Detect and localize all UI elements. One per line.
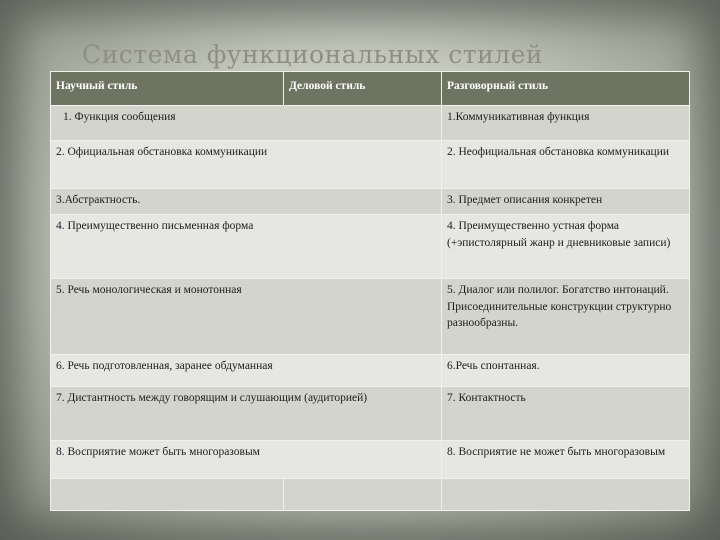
row-7-right-cell: 7. Контактность [442,387,690,441]
styles-table [50,71,690,511]
row-6-left-cell: 6. Речь подготовленная, заранее обдуманная [51,355,442,387]
row-3-left-cell: 3.Абстрактность. [51,189,442,215]
empty-cell [51,479,284,511]
table-row [51,106,690,141]
row-3-right-cell: 3. Предмет описания конкретен [442,189,690,215]
row-2-right-cell: 2. Неофициальная обстановка коммуникации [442,141,690,189]
empty-cell [284,479,442,511]
row-7-left-cell: 7. Дистантность между говорящим и слушающим (аудиторией) [51,387,442,441]
table-row [51,279,690,355]
row-6-right-cell: 6.Речь спонтанная. [442,355,690,387]
table-row [51,355,690,387]
row-1-right-cell: 1.Коммуникативная функция [442,106,690,141]
table-row [51,141,690,189]
table-row [51,441,690,479]
table-header-row [51,72,690,106]
row-2-left-cell: 2. Официальная обстановка коммуникации [51,141,442,189]
slide-title: Система функциональных стилей [82,40,544,69]
table-row [51,189,690,215]
header-scientific-style: Научный стиль [51,72,284,106]
row-4-left-cell: 4. Преимущественно письменная форма [51,215,442,279]
header-business-style: Деловой стиль [284,72,442,106]
table-row [51,387,690,441]
row-8-left-cell: 8. Восприятие может быть многоразовым [51,441,442,479]
row-5-left-cell: 5. Речь монологическая и монотонная [51,279,442,355]
empty-cell [442,479,690,511]
row-4-right-cell: 4. Преимущественно устная форма (+эпистолярный жанр и дневниковые записи) [442,215,690,279]
table-row [51,215,690,279]
row-1-left-cell: 1. Функция сообщения [51,106,442,141]
header-colloquial-style: Разговорный стиль [442,72,690,106]
row-8-right-cell: 8. Восприятие не может быть многоразовым [442,441,690,479]
table-row-empty [51,479,690,511]
row-5-right-cell: 5. Диалог или полилог. Богатство интонаций. Присоединительные конструкции структурно разнообразны. [442,279,690,355]
